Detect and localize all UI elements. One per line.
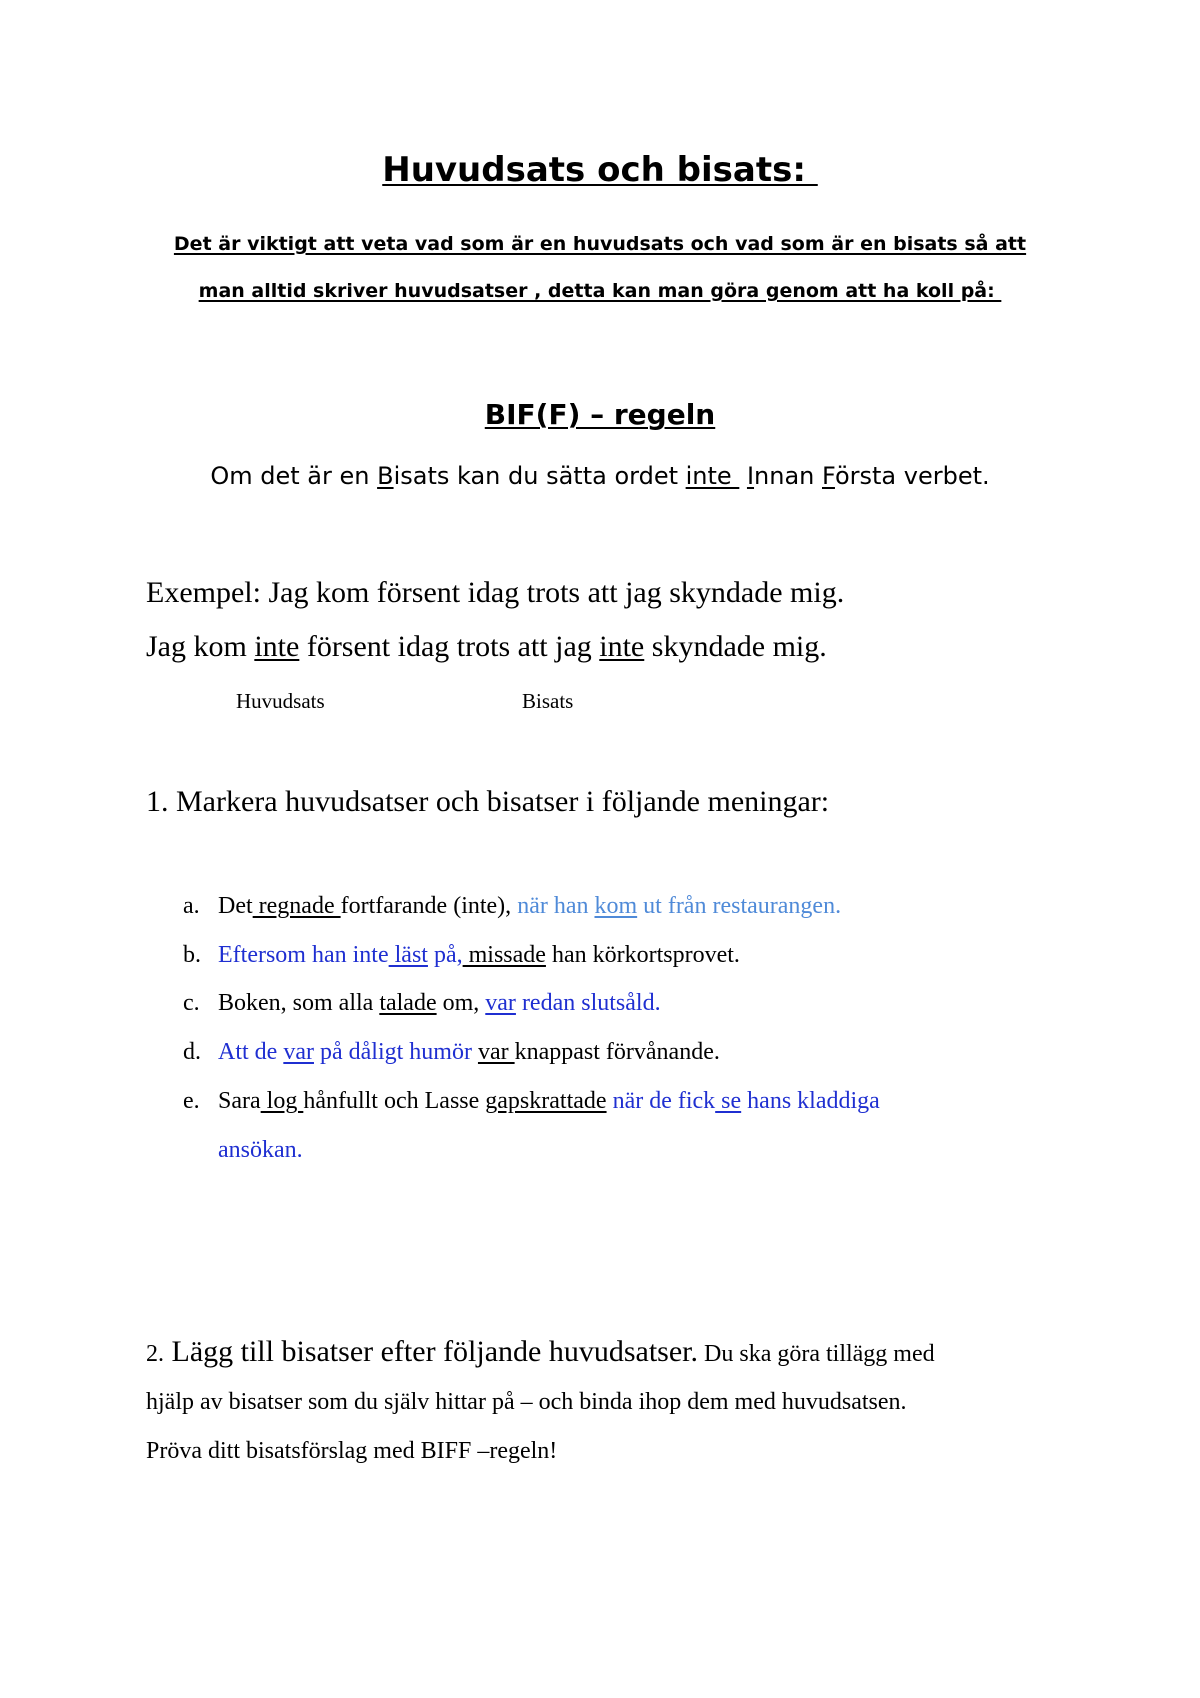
rule-sentence (0, 462, 1200, 490)
page-title (0, 150, 1200, 190)
seg: om, (436, 990, 486, 1016)
task2-heading (146, 1335, 935, 1369)
example-text: Jag kom (146, 630, 255, 663)
example-line-2 (146, 630, 827, 664)
seg: på, (427, 942, 463, 968)
seg: Sara (218, 1088, 261, 1114)
rule-text: isats kan du sätta ordet (393, 462, 686, 490)
seg: se (715, 1088, 742, 1114)
seg: Att de (218, 1039, 284, 1065)
item-text (218, 942, 740, 969)
item-text (218, 1088, 880, 1115)
seg: knappast förvånande. (514, 1039, 720, 1065)
seg: var (485, 990, 516, 1016)
seg: Det (218, 893, 253, 919)
rule-word-inte: inte (685, 462, 740, 490)
task2-line-2: hjälp av bisatser som du själv hittar på – och binda ihop dem med huvudsatsen. (146, 1389, 907, 1415)
rule-text: nnan (754, 462, 822, 490)
seg: han körkortsprovet. (545, 942, 740, 968)
list-item (0, 990, 1200, 1022)
rule-text (739, 462, 747, 490)
item-text (218, 893, 841, 920)
item-letter: e. (183, 1088, 200, 1114)
task1-heading: 1. Markera huvudsatser och bisatser i följande meningar: (146, 785, 830, 818)
task2-tail: Du ska göra tillägg med (698, 1341, 935, 1367)
seg: gapskrattade (485, 1088, 607, 1114)
seg: när han (517, 893, 595, 919)
example-inte-2: inte (599, 630, 645, 663)
seg: redan slutsåld. (515, 990, 661, 1016)
item-letter: c. (183, 990, 200, 1016)
seg: hans kladdiga (741, 1088, 880, 1114)
seg: läst (388, 942, 428, 968)
list-item (0, 1039, 1200, 1071)
page-title-text: Huvudsats och bisats: (382, 150, 818, 190)
item-letter: b. (183, 942, 201, 968)
seg: på dåligt humör (313, 1039, 478, 1065)
list-item (0, 893, 1200, 925)
rule-text: örsta verbet. (834, 462, 990, 490)
label-bisats: Bisats (522, 689, 574, 713)
label-huvudsats: Huvudsats (236, 689, 325, 713)
item-text (218, 1039, 720, 1066)
intro-line-2: man alltid skriver huvudsatser , detta kan man göra genom att ha koll på: (198, 280, 1002, 302)
example-text: skyndade mig. (644, 630, 827, 663)
rule-text: Om det är en (210, 462, 378, 490)
seg: när de fick (606, 1088, 716, 1114)
rule-heading: BIF(F) – regeln (484, 398, 716, 431)
example-line-1: Exempel: Jag kom försent idag trots att jag skyndade mig. (146, 576, 845, 609)
seg: var (477, 1039, 515, 1065)
seg: talade (379, 990, 437, 1016)
seg: hånfullt och Lasse (303, 1088, 486, 1114)
seg: regnade (252, 893, 341, 919)
seg: var (283, 1039, 314, 1065)
item-letter: d. (183, 1039, 201, 1065)
item-text (218, 990, 661, 1017)
task2-number: 2. (146, 1341, 164, 1367)
seg: ut från restaurangen. (637, 893, 842, 919)
seg: kom (594, 893, 638, 919)
seg: fortfarande (inte), (340, 893, 518, 919)
list-item (0, 1088, 1200, 1120)
intro-line-1: Det är viktigt att veta vad som är en huvudsats och vad som är en bisats så att (173, 233, 1027, 255)
list-item-continuation: ansökan. (218, 1137, 303, 1163)
rule-letter-i: I (746, 462, 755, 490)
rule-letter-b: B (377, 462, 394, 490)
item-letter: a. (183, 893, 200, 919)
example-inte-1: inte (254, 630, 300, 663)
seg: log (260, 1088, 304, 1114)
task2-line-3: Pröva ditt bisatsförslag med BIFF –regeln! (146, 1438, 558, 1464)
task2-title: Lägg till bisatser efter följande huvudsatser. (164, 1335, 699, 1368)
list-item (0, 942, 1200, 974)
seg: Boken, som alla (218, 990, 380, 1016)
seg: Eftersom han inte (218, 942, 389, 968)
example-text: försent idag trots att jag (299, 630, 600, 663)
seg: missade (462, 942, 546, 968)
rule-letter-f: F (822, 462, 835, 490)
